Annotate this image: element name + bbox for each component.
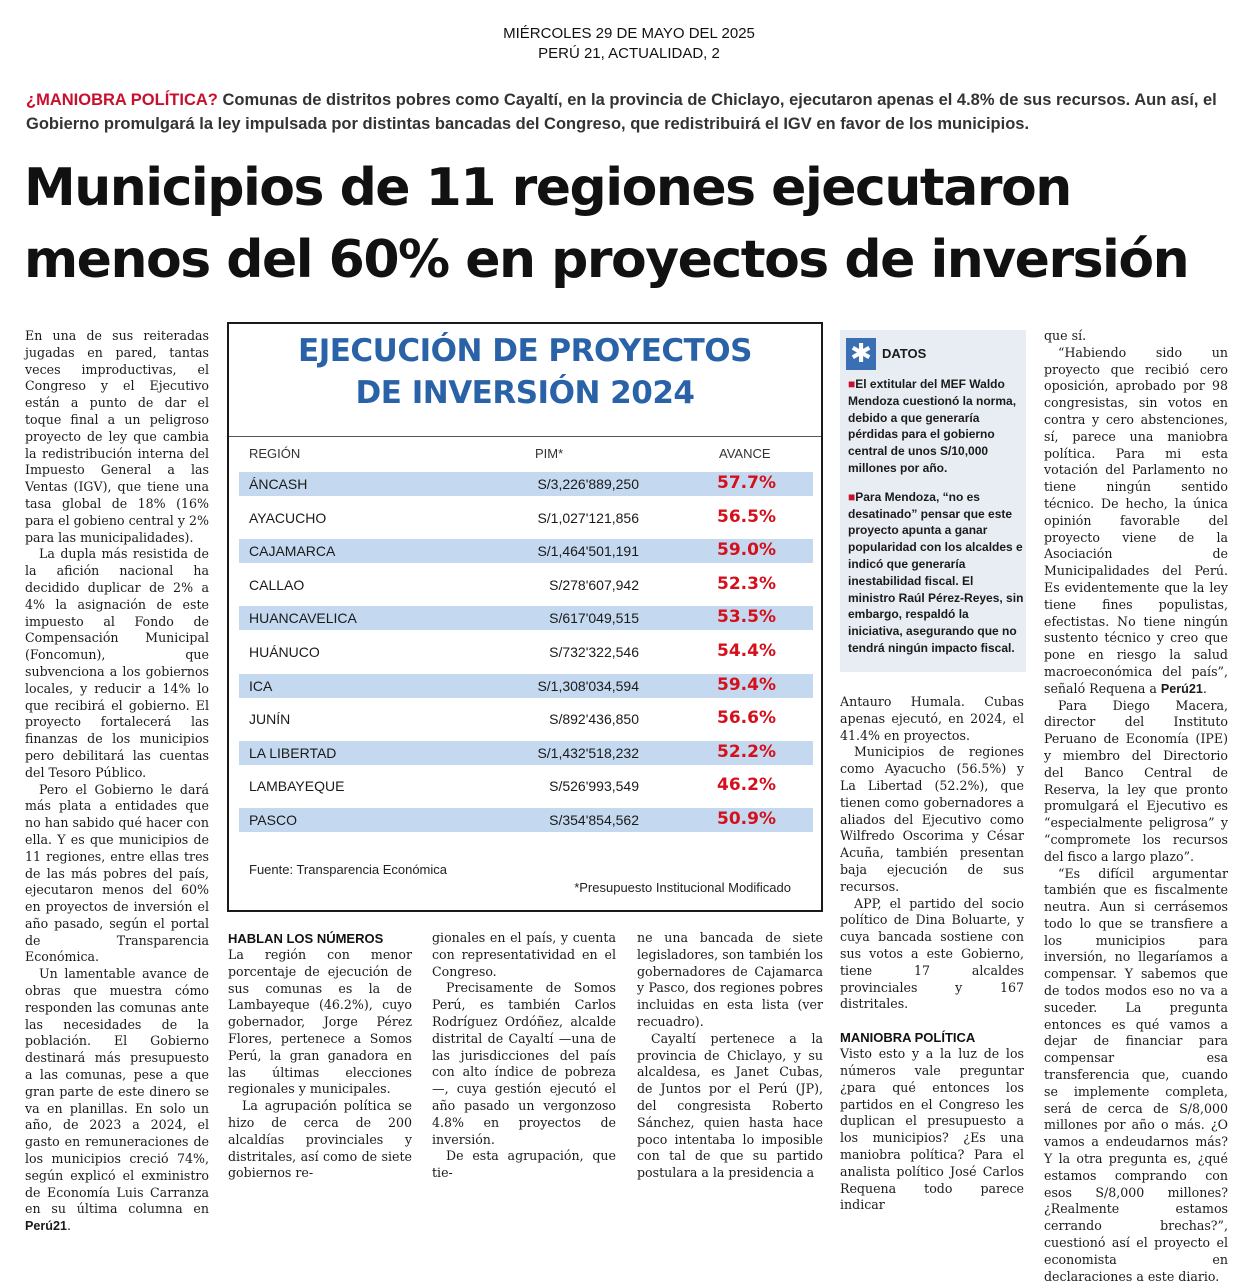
paragraph [25,966,209,1235]
paragraph: que sí. [1044,328,1228,345]
header-pim: PIM* [535,446,563,461]
table-row [239,741,813,765]
table-row [239,606,813,630]
table-cell-pim: S/354'854,562 [549,812,639,828]
datos-item [848,376,1024,477]
paragraph: Pero el Gobierno le dará más plata a entidades que no han sabido qué hacer con ella. Y es que municipios de 11 regiones, entre ellas tres de las más pobres del país, ejecutaron menos del 60% en proyectos de inversión el año pasado, según el portal de Transparencia Económica. [25,782,209,967]
headline-line-2: menos del 60% en proyectos de inversión [24,224,1244,296]
article-column-3 [432,930,616,1182]
table-cell-pim: S/278'607,942 [549,577,639,593]
paragraph-text: “Habiendo sido un proyecto que recibió cero oposición, aprobado por 98 congresistas, sin votos en contra y cero abstenciones, sí, parece una maniobra política. Para mi esta votación del Parlamento no tiene ningún sentido técnico. De hecho, la única opinión favorable del proyecto viene de la Asociación de Municipalidades del Perú. Es evidentemente que la ley tiene fines populistas, efectistas. No tiene ningún sustento técnico y creo que pone en riesgo la salud macroeconómica del país”, señaló Requena a [1044,345,1228,696]
headline [24,152,1244,296]
table-cell-region: CALLAO [249,577,304,593]
table-row [239,506,813,530]
investment-table-box [227,322,823,912]
table-cell-pim: S/1,432'518,232 [537,745,639,761]
datos-body [848,376,1024,669]
kicker-label: ¿MANIOBRA POLÍTICA? [26,91,218,109]
paragraph: Cayaltí pertenece a la provincia de Chiclayo, y su alcaldesa, es Janet Cubas, de Juntos por el Perú (JP), del congresista Roberto Sánchez, quien hasta hace poco intentaba lo imposible con tal de que su partido postulara a la presidencia a [637,1031,823,1182]
paragraph: Municipios de regiones como Ayacucho (56.5%) y La Libertad (52.2%), que tienen como gobernadores a aliados del Ejecutivo como Wilfredo Oscorima y César Acuña, también presentan baja ejecución de sus recursos. [840,744,1024,895]
article-column-6 [1044,328,1228,1285]
paragraph: “Es difícil argumentar también que es fiscalmente neutra. Aun si cerrásemos todo lo que se transfiere a los municipios para inversión, no llegaríamos a compensar. Y sabemos que de todos modos eso no va a suceder. La pregunta entonces es qué vamos a dejar de financiar para compensar esa transferencia que, cuando se implemente completa, será de cerca de S/8,000 millones por año o más. ¿O vamos a endeudarnos más? Y la otra pregunta es, ¿qué estamos comprando con esos S/8,000 millones? ¿Realmente estamos cerrando brechas?”, cuestionó así el proyecto el economista en declaraciones a este diario. [1044,866,1228,1285]
table-source: Fuente: Transparencia Económica [249,862,447,877]
table-cell-region: ICA [249,678,272,694]
article-column-5 [840,694,1024,1214]
header-region: REGIÓN [249,446,300,461]
bullet-square-icon: ■ [848,490,855,504]
table-cell-pim: S/1,027'121,856 [537,510,639,526]
kicker-text: Comunas de distritos pobres como Cayaltí, en la provincia de Chiclayo, ejecutaron apenas el 4.8% de sus recursos. Aun así, el Gobierno promulgará la ley impulsada por distintas bancadas del Congreso, que redistribuirá el IGV en favor de los municipios. [26,91,1217,133]
bullet-square-icon: ■ [848,377,855,391]
datos-lead: El extitular del MEF [855,377,966,391]
paragraph: Visto esto y a la luz de los números vale preguntar ¿para qué entonces los partidos en el Congreso les duplican el presupuesto a los municipios? ¿Es una maniobra política? Para el analista político José Carlos Requena todo parece indicar [840,1046,1024,1214]
table-cell-pim: S/526'993,549 [549,778,639,794]
table-cell-avance: 56.6% [717,708,776,728]
table-row [239,472,813,496]
table-cell-pim: S/3,226'889,250 [537,476,639,492]
paragraph: ne una bancada de siete legisladores, son también los gobernadores de Cajamarca y Pasco, dos regiones pobres incluidas en esta lista (ver recuadro). [637,930,823,1031]
paragraph: De esta agrupación, que tie- [432,1148,616,1182]
table-row [239,707,813,731]
datos-box [840,330,1026,672]
table-cell-region: LA LIBERTAD [249,745,336,761]
table-cell-region: LAMBAYEQUE [249,778,344,794]
dateline [0,24,1258,64]
brand-name: Perú21 [25,1219,67,1233]
table-row [239,539,813,563]
table-title-line-1: EJECUCIÓN DE PROYECTOS [229,330,821,372]
paragraph: Para Diego Macera, director del Instituto Peruano de Economía (IPE) y miembro del Directorio del Banco Central de Reserva, la ley que pronto promulgará el Ejecutivo es “especialmente peligrosa” y “compromete los recursos del fisco a largo plazo”. [1044,698,1228,866]
subhead-maniobra-politica: MANIOBRA POLÍTICA [840,1029,1024,1046]
table-cell-region: JUNÍN [249,711,290,727]
table-row [239,573,813,597]
table-cell-region: HUANCAVELICA [249,610,357,626]
paragraph: Precisamente de Somos Perú, es también Carlos Rodríguez Ordóñez, alcalde distrital de Cayaltí —una de las jurisdicciones del país con alto índice de pobreza—, cuya gestión ejecutó el año pasado un vergonzoso 4.8% en proyectos de inversión. [432,980,616,1148]
table-cell-pim: S/732'322,546 [549,644,639,660]
table-cell-avance: 46.2% [717,775,776,795]
table-cell-pim: S/1,464'501,191 [537,543,639,559]
table-cell-avance: 56.5% [717,507,776,527]
table-cell-avance: 54.4% [717,641,776,661]
paragraph: APP, el partido del socio político de Dina Boluarte, y cuya bancada sostiene con sus votos a este Gobierno, tiene 17 alcaldes provinciales y 167 distritales. [840,896,1024,1014]
table-cell-region: CAJAMARCA [249,543,335,559]
table-cell-avance: 59.0% [717,540,776,560]
table-cell-avance: 50.9% [717,809,776,829]
table-cell-pim: S/1,308'034,594 [537,678,639,694]
paragraph-end: . [1203,681,1207,696]
table-row [239,774,813,798]
dateline-date: MIÉRCOLES 29 DE MAYO DEL 2025 [0,24,1258,44]
table-cell-region: PASCO [249,812,297,828]
table-header [229,436,821,466]
table-cell-avance: 59.4% [717,675,776,695]
table-title [229,330,821,414]
table-row [239,808,813,832]
header-avance: AVANCE [719,446,771,461]
article-column-2 [228,930,412,1182]
kicker [26,88,1236,136]
table-note: *Presupuesto Institucional Modificado [574,880,791,895]
datos-item [848,489,1024,657]
paragraph: La agrupación política se hizo de cerca de 200 alcaldías provinciales y distritales, así como de siete gobiernos re- [228,1098,412,1182]
table-cell-avance: 52.2% [717,742,776,762]
table-cell-region: AYACUCHO [249,510,326,526]
datos-text: Waldo Mendoza cuestionó la norma, debido a que generaría pérdidas para el gobierno central de unos S/10,000 millones por año. [848,377,1016,475]
table-cell-pim: S/892'436,850 [549,711,639,727]
paragraph-end: . [67,1218,71,1233]
table-cell-pim: S/617'049,515 [549,610,639,626]
table-title-line-2: DE INVERSIÓN 2024 [229,372,821,414]
table-cell-avance: 52.3% [717,574,776,594]
paragraph: La región con menor porcentaje de ejecución de sus comunas es la de Lambayeque (46.2%), cuyo gobernador, Jorge Pérez Flores, pertenece a Somos Perú, la gran ganadora en las últimas elecciones regionales y municipales. [228,947,412,1098]
paragraph: gionales en el país, y cuenta con representatividad en el Congreso. [432,930,616,980]
dateline-section: PERÚ 21, ACTUALIDAD, 2 [0,44,1258,64]
headline-line-1: Municipios de 11 regiones ejecutaron [24,152,1244,224]
datos-lead: Para Mendoza, [855,490,939,504]
paragraph-text: Un lamentable avance de obras que muestra cómo responden las comunas ante las necesidades de la población. El Gobierno destinará más presupuesto a las comunas, pese a que gran parte de este dinero se va en planillas. En solo un año, de 2023 a 2024, el gasto en remuneraciones de los municipios creció 74%, según explicó el exministro de Economía Luis Carranza en su última columna en [25,966,209,1216]
article-column-4 [637,930,823,1182]
star-icon: ✱ [846,338,876,370]
paragraph: La dupla más resistida de la afición nacional ha decidido duplicar de 2% a 4% la asignación de este impuesto al Fondo de Compensación Municipal (Foncomun), que subvenciona a los gobiernos locales, y reducir a 14% lo que recibirá el gobierno. El proyecto fortalecerá las finanzas de los municipios pero debilitará las cuentas del Tesoro Público. [25,546,209,781]
brand-name: Perú21 [1161,682,1203,696]
table-cell-region: HUÁNUCO [249,644,320,660]
table-row [239,674,813,698]
datos-text: “no es desatinado” pensar que este proyecto apunta a ganar popularidad con los alcaldes e indicó que generaría inestabilidad fiscal. El ministro Raúl Pérez-Reyes, sin embargo, respaldó la iniciativa, asegurando que no tendrá ningún impacto fiscal. [848,490,1023,655]
paragraph: En una de sus reiteradas jugadas en pared, tantas veces improductivas, el Congreso y el Ejecutivo están a punto de dar el toque final a un peligroso proyecto de ley que cambia la redistribución interna del Impuesto General a las Ventas (IGV), que tiene una tasa global de 18% (16% para el gobieno central y 2% para las municipalidades). [25,328,209,546]
table-cell-avance: 57.7% [717,473,776,493]
subhead-hablan-los-numeros: HABLAN LOS NÚMEROS [228,930,412,947]
table-row [239,640,813,664]
paragraph: Antauro Humala. Cubas apenas ejecutó, en 2024, el 41.4% en proyectos. [840,694,1024,744]
table-cell-avance: 53.5% [717,607,776,627]
datos-title: DATOS [882,346,926,361]
table-cell-region: ÁNCASH [249,476,307,492]
article-column-1 [25,328,209,1235]
paragraph [1044,345,1228,698]
